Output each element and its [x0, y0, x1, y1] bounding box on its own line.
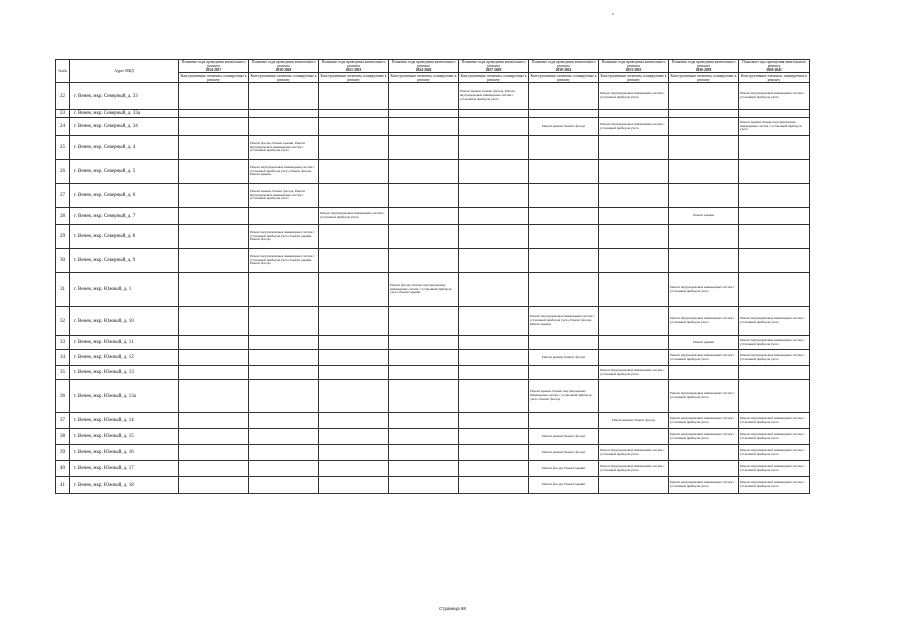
header-elements-label: Конструктивные элементы, планируемые к ремонту	[250, 73, 317, 82]
repair-cell	[599, 429, 669, 445]
header-period-2027-2029	[459, 60, 529, 73]
repair-cell: Ремонт внутридомовых инженерных систем с установкой приборов учета	[319, 208, 389, 225]
repair-cell	[529, 208, 599, 225]
header-period-2036-2038	[669, 60, 739, 73]
repair-cell	[179, 413, 249, 429]
header-period-title: Плановые годы проведения капитального ремонта	[461, 60, 526, 68]
repair-cell	[249, 445, 319, 461]
repair-cell	[249, 380, 319, 413]
repair-cell	[389, 445, 459, 461]
repair-cell: Ремонт внутридомовых инженерных систем с установкой приборов учета	[669, 350, 739, 366]
header-period-2039-2041	[739, 60, 810, 73]
repair-cell: Ремонт внутридомовых инженерных систем с установкой приборов учета	[669, 307, 739, 336]
repair-cell: Ремонт внутридомовых инженерных систем с установкой приборов учета	[669, 413, 739, 429]
repair-cell	[249, 307, 319, 336]
header-address: Адрес МКД	[70, 60, 179, 83]
row-number: 24	[56, 118, 70, 136]
repair-cell	[529, 160, 599, 184]
header-period-title: Плановые годы проведения капитального ремонта	[251, 60, 316, 68]
repair-cell	[599, 350, 669, 366]
repair-cell: Ремонт крыши, Ремонт фасада, Ремонт внутридомовых инженерных систем с установкой приборов учета	[459, 83, 529, 110]
row-number: 37	[56, 413, 70, 429]
repair-cell	[739, 273, 810, 307]
repair-cell	[739, 208, 810, 225]
repair-cell: Ремонт крыши, Ремонт фасада, Ремонт внутридомовых инженерных систем с установкой приборов учета	[249, 184, 319, 208]
repair-cell	[179, 249, 249, 273]
repair-cell	[389, 249, 459, 273]
repair-cell	[669, 136, 739, 160]
table-row	[56, 307, 810, 336]
header-period-years: 2033-2035	[625, 68, 642, 72]
repair-cell: Ремонт внутридомовых инженерных систем с установкой приборов учета, Ремонт крыши, Ремонт фасада	[249, 249, 319, 273]
table-row	[56, 445, 810, 461]
repair-cell: Ремонт внутридомовых инженерных систем с установкой приборов учета	[669, 380, 739, 413]
table-row	[56, 380, 810, 413]
row-address: г. Венев, мкр. Северный, д. 33а	[70, 110, 179, 118]
row-number: 26	[56, 160, 70, 184]
header-period-title: Плановые годы проведения капитального ремонта	[601, 60, 666, 68]
repair-cell: Ремонт крыши, Ремонт внутридомовых инженерных систем с установкой приборов учета, Ремонт фасада	[529, 380, 599, 413]
repair-cell	[389, 336, 459, 350]
row-address: г. Венев, мкр. Северный, д. 8	[70, 225, 179, 249]
repair-cell	[179, 83, 249, 110]
repair-cell	[319, 445, 389, 461]
header-period-2033-2035	[599, 60, 669, 73]
repair-cell	[459, 307, 529, 336]
repair-cell	[669, 249, 739, 273]
repair-cell	[739, 160, 810, 184]
row-address: г. Венев, мкр. Северный, д. 33	[70, 83, 179, 110]
repair-cell	[599, 273, 669, 307]
repair-cell: Ремонт внутридомовых инженерных систем с установкой приборов учета	[669, 429, 739, 445]
repair-cell	[459, 461, 529, 477]
repair-cell	[529, 110, 599, 118]
repair-cell: Ремонт крыши	[669, 336, 739, 350]
header-elements-label: Конструктивные элементы, планируемые к ремонту	[600, 73, 667, 82]
repair-cell	[389, 380, 459, 413]
repair-cell	[529, 225, 599, 249]
repair-cell	[529, 83, 599, 110]
repair-cell	[459, 477, 529, 494]
repair-cell	[179, 184, 249, 208]
row-number: 27	[56, 184, 70, 208]
row-number: 22	[56, 83, 70, 110]
header-period-years: 2021-2023	[345, 68, 362, 72]
repair-cell: Ремонт внутридомовых инженерных систем с установкой приборов учета	[599, 366, 669, 380]
table-row	[56, 208, 810, 225]
repair-cell	[669, 445, 739, 461]
repair-cell	[319, 429, 389, 445]
repair-cell: Ремонт внутридомовых инженерных систем с установкой приборов учета	[669, 477, 739, 494]
repair-cell	[249, 208, 319, 225]
repair-cell	[249, 350, 319, 366]
row-address: г. Венев, мкр. Южный, д. 13	[70, 366, 179, 380]
repair-cell	[599, 225, 669, 249]
repair-cell	[459, 336, 529, 350]
repair-cell	[459, 429, 529, 445]
repair-cell	[529, 413, 599, 429]
repair-cell	[459, 208, 529, 225]
repair-cell	[739, 136, 810, 160]
repair-cell	[599, 249, 669, 273]
header-period-2018-2020	[249, 60, 319, 73]
repair-cell	[179, 380, 249, 413]
repair-cell	[179, 336, 249, 350]
repair-cell: Ремонт крыши, Ремонт фасада	[529, 429, 599, 445]
repair-cell	[529, 249, 599, 273]
repair-cell	[179, 118, 249, 136]
row-number: 28	[56, 208, 70, 225]
repair-cell	[739, 184, 810, 208]
repair-cell	[459, 160, 529, 184]
repair-cell: Ремонт крыши; Ремонт внутридомовых инженерных систем с установкой приборов учета	[739, 118, 810, 136]
repair-cell	[179, 208, 249, 225]
repair-cell	[529, 184, 599, 208]
repair-cell	[669, 184, 739, 208]
table-row	[56, 461, 810, 477]
table-row	[56, 249, 810, 273]
row-address: г. Венев, мкр. Северный, д. 7	[70, 208, 179, 225]
row-address: г. Венев, мкр. Южный, д. 11	[70, 336, 179, 350]
row-number: 23	[56, 110, 70, 118]
repair-cell	[249, 273, 319, 307]
repair-cell	[389, 184, 459, 208]
header-period-years: 2036-2038	[695, 68, 712, 72]
row-number: 41	[56, 477, 70, 494]
header-period-title: Плановые годы проведения капитального ремонта	[742, 60, 806, 68]
row-address: г. Венев, мкр. Южный, д. 18	[70, 477, 179, 494]
row-number: 34	[56, 350, 70, 366]
header-period-2024-2026	[389, 60, 459, 73]
row-number: 29	[56, 225, 70, 249]
row-address: г. Венев, мкр. Северный, д. 6	[70, 184, 179, 208]
repair-cell	[389, 225, 459, 249]
repair-cell	[669, 225, 739, 249]
header-elements-label: Конструктивные элементы, планируемые к ремонту	[180, 73, 247, 82]
header-period-2030-2032	[529, 60, 599, 73]
repair-cell	[599, 380, 669, 413]
row-address: г. Венев, мкр. Южный, д. 16	[70, 445, 179, 461]
repair-cell	[179, 429, 249, 445]
repair-cell	[599, 477, 669, 494]
repair-cell	[459, 249, 529, 273]
repair-cell: Ремонт фасада, Ремонт крыши, Ремонт внутридомовых инженерных систем с установкой приборов учета	[249, 136, 319, 160]
repair-cell	[249, 336, 319, 350]
header-period-years: 2018-2020	[275, 68, 292, 72]
row-number: 30	[56, 249, 70, 273]
repair-cell	[529, 136, 599, 160]
repair-cell	[669, 366, 739, 380]
repair-cell: Ремонт внутридомовых инженерных систем с установкой приборов учета	[599, 445, 669, 461]
row-number: 35	[56, 366, 70, 380]
header-period-title: Плановые годы проведения капитального ремонта	[531, 60, 596, 68]
repair-cell	[599, 110, 669, 118]
repair-cell	[459, 136, 529, 160]
repair-cell	[319, 273, 389, 307]
repair-cell	[179, 160, 249, 184]
row-address: г. Венев, мкр. Южный, д. 1	[70, 273, 179, 307]
repair-cell	[669, 118, 739, 136]
scan-speck	[612, 13, 614, 15]
row-number: 40	[56, 461, 70, 477]
repair-cell	[459, 413, 529, 429]
repair-cell	[389, 136, 459, 160]
repair-cell	[529, 336, 599, 350]
repair-cell	[179, 366, 249, 380]
repair-cell: Ремонт внутридомовых инженерных систем с установкой приборов учета	[739, 413, 810, 429]
row-number: 38	[56, 429, 70, 445]
table-row	[56, 273, 810, 307]
repair-cell	[459, 184, 529, 208]
repair-cell: Ремонт внутридомовых инженерных систем с установкой приборов учета	[599, 461, 669, 477]
repair-cell: Ремонт внутридомовых инженерных систем с установкой приборов учета	[669, 273, 739, 307]
repair-cell	[739, 225, 810, 249]
row-address: г. Венев, мкр. Южный, д. 10	[70, 307, 179, 336]
repair-cell	[179, 477, 249, 494]
table-row	[56, 477, 810, 494]
table-row	[56, 336, 810, 350]
repair-cell	[249, 83, 319, 110]
repair-cell	[319, 477, 389, 494]
row-number: 25	[56, 136, 70, 160]
header-period-years: 2027-2029	[485, 68, 502, 72]
header-row-periods	[56, 60, 810, 73]
row-number: 36	[56, 380, 70, 413]
repair-cell	[599, 184, 669, 208]
repair-cell	[389, 160, 459, 184]
header-period-2014-2017	[179, 60, 249, 73]
row-number: 32	[56, 307, 70, 336]
repair-cell	[249, 429, 319, 445]
repair-cell	[459, 273, 529, 307]
header-period-title: Плановые годы проведения капитального ремонта	[391, 60, 456, 68]
repair-cell	[319, 380, 389, 413]
header-elements-label: Конструктивные элементы, планируемые к ремонту	[320, 73, 387, 82]
repair-cell	[319, 413, 389, 429]
repair-cell	[599, 136, 669, 160]
row-address: г. Венев, мкр. Южный, д. 14	[70, 413, 179, 429]
repair-cell	[529, 366, 599, 380]
row-number: 33	[56, 336, 70, 350]
repair-cell	[319, 83, 389, 110]
repair-cell	[249, 477, 319, 494]
repair-cell	[319, 225, 389, 249]
repair-cell	[319, 249, 389, 273]
repair-cell	[529, 273, 599, 307]
header-period-title: Плановые годы проведения капитального ремонта	[181, 60, 246, 68]
table-row	[56, 136, 810, 160]
repair-cell	[319, 118, 389, 136]
repair-cell	[179, 225, 249, 249]
repair-cell	[599, 160, 669, 184]
row-address: г. Венев, мкр. Северный, д. 4	[70, 136, 179, 160]
table-row	[56, 429, 810, 445]
repair-cell	[249, 413, 319, 429]
repair-cell	[179, 445, 249, 461]
table-row	[56, 83, 810, 110]
repair-cell	[669, 110, 739, 118]
repair-cell	[459, 445, 529, 461]
repair-cell	[319, 136, 389, 160]
repair-cell	[179, 461, 249, 477]
repair-cell	[249, 110, 319, 118]
repair-cell: Ремонт крыши, Ремонт фасада	[529, 350, 599, 366]
repair-cell: Ремонт крыши, Ремонт фасада	[529, 445, 599, 461]
row-address: г. Венев, мкр. Северный, д. 9	[70, 249, 179, 273]
repair-cell	[179, 307, 249, 336]
row-address: г. Венев, мкр. Южный, д. 15	[70, 429, 179, 445]
row-address: г. Венев, мкр. Южный, д. 12	[70, 350, 179, 366]
header-period-title: Плановые годы проведения капитального ремонта	[321, 60, 386, 68]
repair-cell	[389, 350, 459, 366]
repair-cell: Ремонт внутридомовых инженерных систем с установкой приборов учета	[599, 83, 669, 110]
repair-cell	[739, 110, 810, 118]
repair-cell	[319, 110, 389, 118]
table-row	[56, 225, 810, 249]
repair-cell	[389, 413, 459, 429]
row-address: г. Венев, мкр. Северный, д. 5	[70, 160, 179, 184]
repair-cell	[249, 461, 319, 477]
repair-cell: Ремонт внутридомовых инженерных систем с установкой приборов учета	[739, 307, 810, 336]
repair-cell	[459, 225, 529, 249]
repair-cell	[389, 83, 459, 110]
repair-cell	[389, 429, 459, 445]
repair-cell	[669, 160, 739, 184]
repair-cell	[179, 110, 249, 118]
repair-cell	[739, 366, 810, 380]
table-row	[56, 350, 810, 366]
repair-cell	[179, 136, 249, 160]
repair-cell	[599, 307, 669, 336]
repair-cell: Ремонт внутридомовых инженерных систем с установкой приборов учета	[739, 445, 810, 461]
repair-cell	[389, 366, 459, 380]
table-row	[56, 184, 810, 208]
repair-cell: Ремонт крыши, Ремонт фасада	[599, 413, 669, 429]
table-row	[56, 118, 810, 136]
repair-cell	[319, 336, 389, 350]
repair-cell	[319, 461, 389, 477]
header-elements-label: Конструктивные элементы, планируемые к ремонту	[390, 73, 457, 82]
table-row	[56, 110, 810, 118]
repair-cell	[179, 273, 249, 307]
repair-cell	[669, 461, 739, 477]
repair-cell	[389, 118, 459, 136]
repair-cell	[319, 366, 389, 380]
header-period-years: 2014-2017	[205, 68, 222, 72]
repair-cell: Ремонт внутридомовых инженерных систем с установкой приборов учета, Ремонт фасада, Ремонт крыши	[529, 307, 599, 336]
repair-cell	[389, 208, 459, 225]
repair-cell	[459, 350, 529, 366]
table-row	[56, 413, 810, 429]
row-address: г. Венев, мкр. Южный, д. 13а	[70, 380, 179, 413]
repair-cell: Ремонт внутридомовых инженерных систем с установкой приборов учета	[739, 461, 810, 477]
repair-cell	[249, 118, 319, 136]
header-elements-label: Конструктивные элементы, планируемые к ремонту	[530, 73, 597, 82]
repair-cell: Ремонт внутридомовых инженерных систем с установкой приборов учета, Ремонт крыши, Ремонт фасада	[249, 225, 319, 249]
repair-cell	[319, 307, 389, 336]
row-number: 31	[56, 273, 70, 307]
repair-cell	[319, 184, 389, 208]
repair-cell	[739, 380, 810, 413]
repair-cell	[319, 160, 389, 184]
repair-cell	[459, 380, 529, 413]
repair-cell: Ремонт внутридомовых инженерных систем с установкой приборов учета	[739, 350, 810, 366]
repair-cell: Ремонт крыши	[669, 208, 739, 225]
repair-cell	[599, 208, 669, 225]
header-elements-label: Конструктивные элементы, планируемые к ремонту	[460, 73, 527, 82]
header-num: №п/к	[56, 60, 70, 83]
header-period-2021-2023	[319, 60, 389, 73]
header-period-years: 2039-2041	[766, 68, 782, 72]
repair-cell	[389, 477, 459, 494]
repair-cell: Ремонт внутридомовых инженерных систем с установкой приборов учета	[739, 83, 810, 110]
repair-cell	[459, 110, 529, 118]
header-elements-label: Конструктивные элементы, планируемые к ремонту	[739, 73, 810, 83]
table-row	[56, 366, 810, 380]
header-period-title: Плановые годы проведения капитального ремонта	[671, 60, 736, 68]
repair-cell	[459, 118, 529, 136]
repair-cell: Ремонт крыши, Ремонт фасада	[529, 118, 599, 136]
repair-cell: Ремонт внутридомовых инженерных систем с установкой приборов учета	[599, 118, 669, 136]
repair-cell	[319, 350, 389, 366]
repair-cell	[459, 366, 529, 380]
repair-cell: Ремонт внутридомовых инженерных систем с установкой приборов учета, Ремонт фасада, Ремонт крыши	[249, 160, 319, 184]
repair-cell	[599, 336, 669, 350]
header-period-years: 2030-2032	[555, 68, 572, 72]
repair-cell	[249, 366, 319, 380]
repair-cell	[389, 307, 459, 336]
row-number: 39	[56, 445, 70, 461]
repair-cell: Ремонт внутридомовых инженерных систем с установкой приборов учета	[739, 429, 810, 445]
row-address: г. Венев, мкр. Северный, д. 34	[70, 118, 179, 136]
repair-cell	[669, 83, 739, 110]
repair-cell: Ремонт фасада, Ремонт внутридомовых инженерных систем с установкой приборов учета, Ремонт крыши	[389, 273, 459, 307]
repair-cell	[179, 350, 249, 366]
capital-repair-table	[55, 59, 810, 494]
row-address: г. Венев, мкр. Южный, д. 17	[70, 461, 179, 477]
repair-cell: Ремонт фасада, Ремонт крыши	[529, 461, 599, 477]
page-number: Страница 68	[439, 606, 466, 611]
repair-cell	[389, 461, 459, 477]
header-elements-label: Конструктивные элементы, планируемые к ремонту	[670, 73, 737, 82]
repair-cell: Ремонт внутридомовых инженерных систем с установкой приборов учета	[739, 336, 810, 350]
repair-cell: Ремонт фасада, Ремонт крыши	[529, 477, 599, 494]
table-row	[56, 160, 810, 184]
repair-cell	[739, 249, 810, 273]
header-period-years: 2024-2026	[415, 68, 432, 72]
repair-cell: Ремонт внутридомовых инженерных систем с установкой приборов учета	[739, 477, 810, 494]
repair-cell	[389, 110, 459, 118]
